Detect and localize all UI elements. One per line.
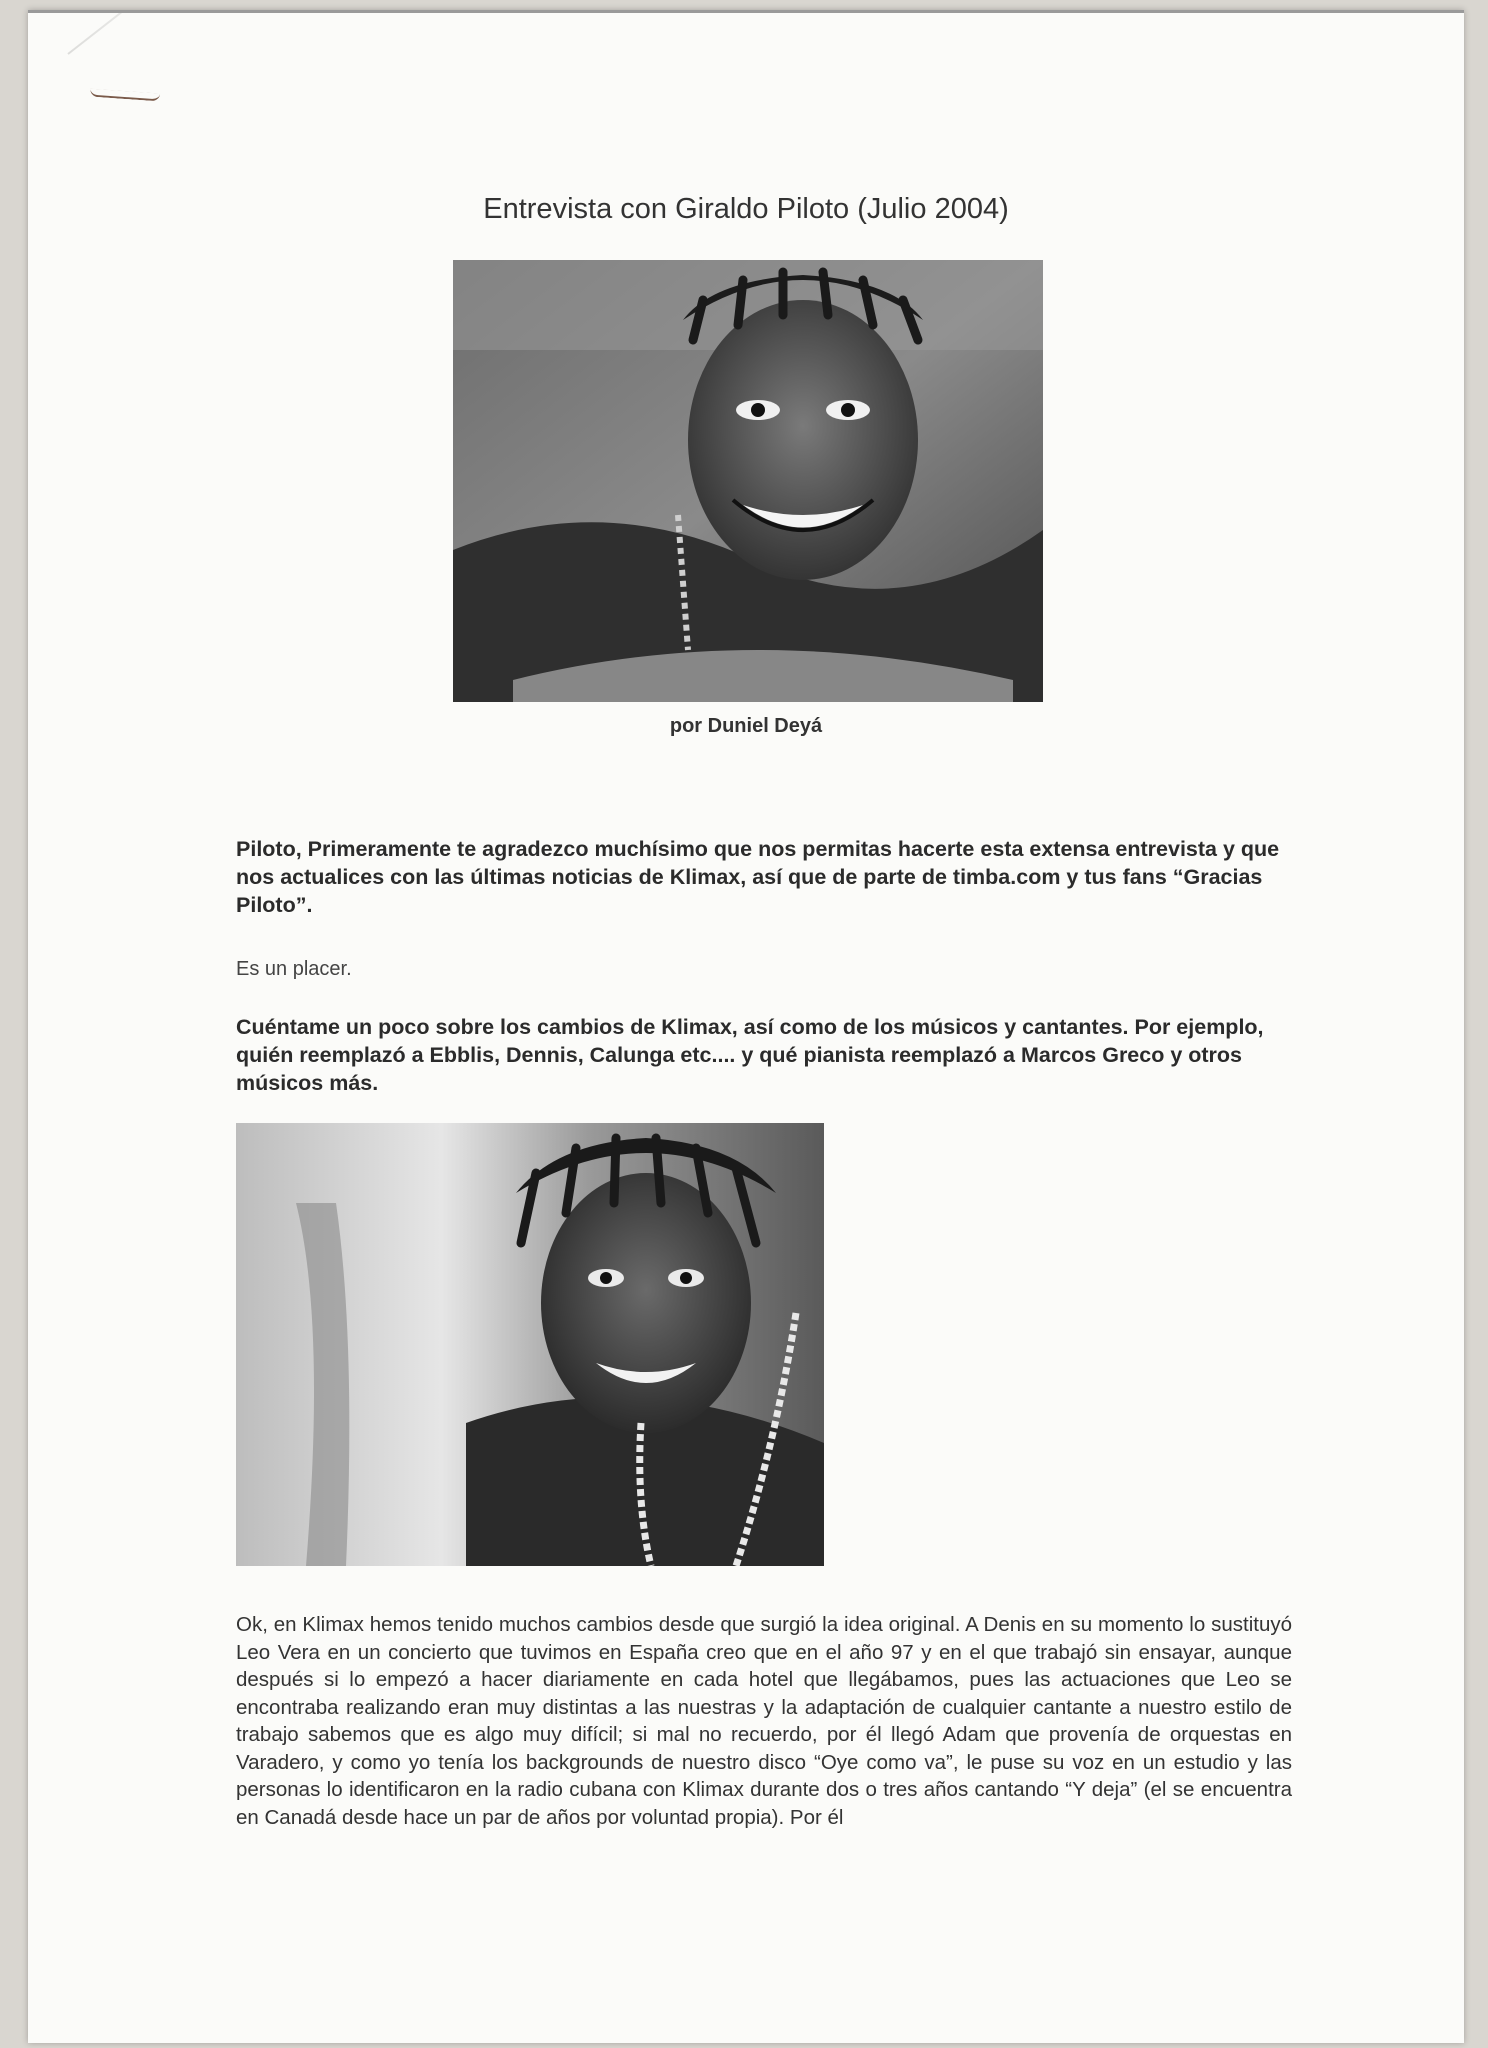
answer-2: Ok, en Klimax hemos tenido muchos cambios desde que surgió la idea original. A Denis en su momento lo sustituyó Leo Vera en un concierto que tuvimos en España creo que en el año 97 y en el que trabajó sin ensayar, aunque después si lo empezó a hacer diariamente en cada hotel que llegábamos, pues las actuaciones que Leo se encontraba realizando eran muy distintas a las nuestras y la adaptación de cualquier cantante a nuestro estilo de trabajo sabemos que es algo muy difícil; si mal no recuerdo, por él llegó Adam que provenía de orquestas en Varadero, y como yo tenía los backgrounds de nuestro disco “Oye como va”, le puse su voz en un estudio y las personas lo identificaron en la radio cubana con Klimax durante dos o tres años cantando “Y deja” (el se encuentra en Canadá desde hace un par de años por voluntad propia). Por él [236, 1613, 1292, 1829]
byline: por Duniel Deyá [669, 715, 823, 737]
pen-mark [90, 89, 160, 102]
question-1: Piloto, Primeramente te agradezco muchísimo que nos permitas hacerte esta extensa entrevista y que nos actualices con las últimas noticias de Klimax, así que de parte de timba.com y tus fans “Gracias Piloto”. [236, 837, 1280, 917]
document-title: Entrevista con Giraldo Piloto (Julio 2004) [483, 193, 1009, 225]
document-page [28, 10, 1464, 2043]
paper-fold [67, 10, 226, 55]
portrait-photo-2 [236, 1123, 824, 1566]
question-2: Cuéntame un poco sobre los cambios de Klimax, así como de los músicos y cantantes. Por ejemplo, quién reemplazó a Ebblis, Dennis, Calunga etc.... y qué pianista reemplazó a Marcos Greco y otros músicos más. [236, 1015, 1264, 1095]
portrait-photo-1 [453, 260, 1043, 702]
answer-1: Es un placer. [236, 958, 352, 980]
